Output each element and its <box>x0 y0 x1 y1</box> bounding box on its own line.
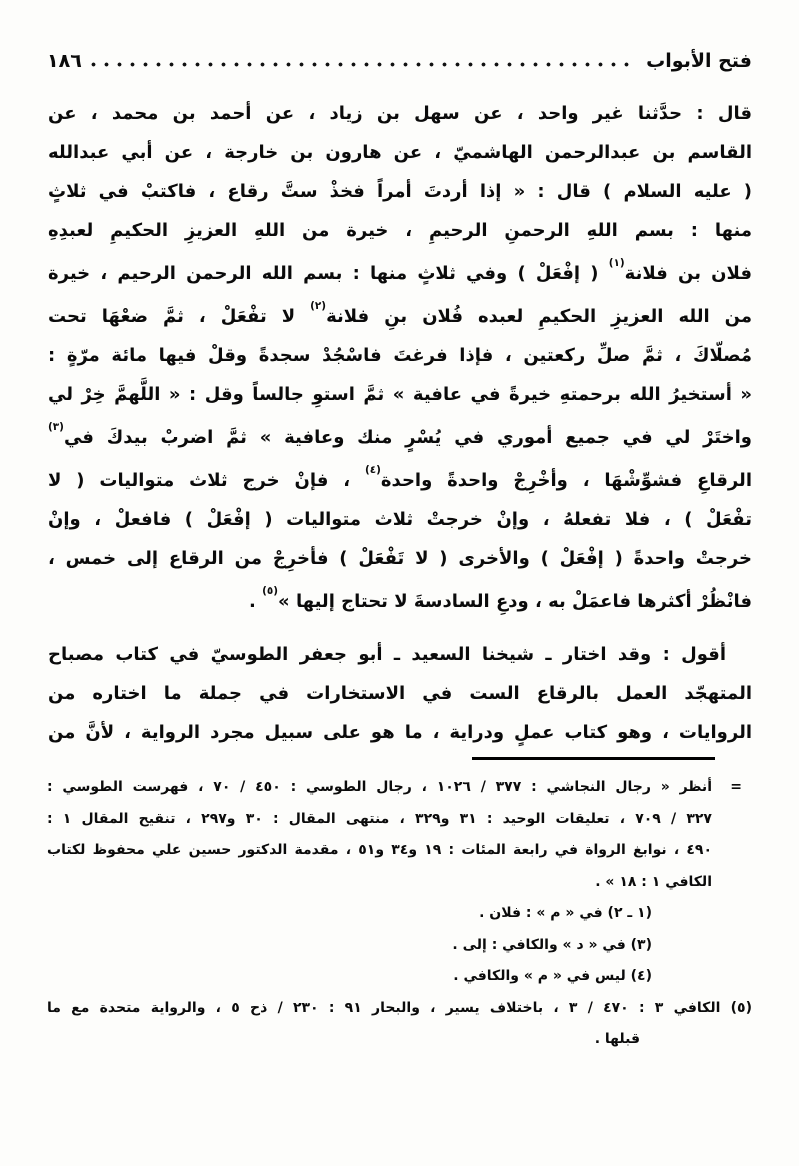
text-line: فانْظُرْ أكثرها فاعمَلْ به ، ودعِ السادسةَ لا تحتاج إليها »$^{(٥)}$ . <box>249 584 752 612</box>
text-line: منها : بسم اللهِ الرحمنِ الرحيمِ ، خيرة من اللهِ العزيزِ الحكيمِ لعبدِهِ <box>48 220 752 241</box>
footnote-continuation-marker: = <box>730 779 742 795</box>
text-line: أقول : وقد اختار ـ شيخنا السعيد ـ أبو جعفر الطوسيّ في كتاب مصباح <box>48 644 726 665</box>
page-number: ١٨٦ <box>47 50 82 72</box>
footnotes <box>47 772 752 1056</box>
text-line: ( عليه السلام ) قال : « إذا أردتَ أمراً فخذْ ستَّ رقاع ، فاكتبْ في ثلاثٍ <box>48 181 752 202</box>
footnote-continued-block <box>47 772 752 898</box>
footnote-separator <box>472 757 715 760</box>
dotted-leader <box>91 62 637 67</box>
text-line: الروايات ، وهو كتاب عملٍ ودراية ، ما هو على سبيل مجرد الرواية ، لأنَّ من <box>48 722 752 743</box>
paragraph-commentary <box>48 635 752 752</box>
footnote-line: (٥) الكافي ٣ : ٤٧٠ / ٣ ، باختلاف يسير ، والبحار ٩١ : ٢٣٠ / ذح ٥ ، والرواية متحدة مع ما <box>47 999 752 1016</box>
paragraph-hadith <box>48 94 752 621</box>
running-title: فتح الأبواب <box>646 50 752 72</box>
text-line: تفْعَلْ ) ، فلا تفعلهُ ، وإنْ خرجتْ ثلاث متواليات ( إفْعَلْ ) فافعلْ ، وإنْ <box>48 509 752 530</box>
text-line: القاسم بن عبدالرحمن الهاشميّ ، عن هارون بن خارجة ، عن أبي عبدالله <box>48 142 752 163</box>
footnote-line: (١ ـ ٢) في « م » : فلان . <box>479 905 652 921</box>
text-line: الرقاعِ فشوِّشْهَا ، وأخْرِجْ واحدةً واحدة$^{(٤)}$ ، فإنْ خرج ثلاث متواليات ( لا <box>48 463 752 491</box>
text-line: من الله العزيزِ الحكيمِ لعبده فُلان بنِ فلانة$^{(٢)}$ لا تفْعَلْ ، ثمَّ ضعْهَا تحت <box>48 299 752 327</box>
footnote-line: ٤٩٠ ، نوابغ الرواة في رابعة المئات : ١٩ و٣٤ و٥١ ، مقدمة الدكتور حسين علي محفوظ لكتاب <box>47 842 712 858</box>
footnote-line: (٣) في « د » والكافي : إلى . <box>452 936 652 953</box>
text-line: المتهجّد العمل بالرقاع الست في الاستخارات في جملة ما اختاره من <box>48 683 752 704</box>
text-line: خرجتْ واحدةً ( إفْعَلْ ) والأخرى ( لا تَفْعَلْ ) فأخرِجْ من الرقاع إلى خمس ، <box>48 548 752 569</box>
text-line: واختَرْ لي في جميع أموري في يُسْرٍ منك وعافية » ثمَّ اضربْ بيدكَ في$^{(٣)}$ <box>48 420 752 448</box>
footnote-line: ٣٢٧ / ٧٠٩ ، تعليقات الوحيد : ٣١ و٣٢٩ ، منتهى المقال : ٣٠ و٢٩٧ ، تنقيح المقال ١ : <box>47 810 712 827</box>
text-line: « أستخيرُ الله برحمتهِ خيرةً في عافية » ثمَّ استوِ جالساً وقل : « اللَّهمَّ خِرْ لي <box>48 384 752 405</box>
page-header <box>47 46 752 76</box>
text-line: قال : حدَّثنا غير واحد ، عن سهل بن زياد ، عن أحمد بن محمد ، عن <box>48 103 752 124</box>
text-line: فلان بن فلانة$^{(١)}$ ( إفْعَلْ ) وفي ثلاثٍ منها : بسم الله الرحمن الرحيم ، خيرة <box>48 256 752 284</box>
footnote-line: (٤) ليس في « م » والكافي . <box>453 968 652 984</box>
footnote-line: أنظر « رجال النجاشي : ٣٧٧ / ١٠٢٦ ، رجال الطوسي : ٤٥٠ / ٧٠ ، فهرست الطوسي : <box>47 779 712 795</box>
body-text <box>48 94 752 752</box>
footnote-line: الكافي ١ : ١٨ » . <box>595 873 712 890</box>
text-line: مُصلّاكَ ، ثمَّ صلِّ ركعتين ، فإذا فرغتَ فاسْجُدْ سجدةً وقلْ فيها مائة مرّةٍ : <box>48 345 752 366</box>
footnote-line: قبلها . <box>594 1031 640 1047</box>
